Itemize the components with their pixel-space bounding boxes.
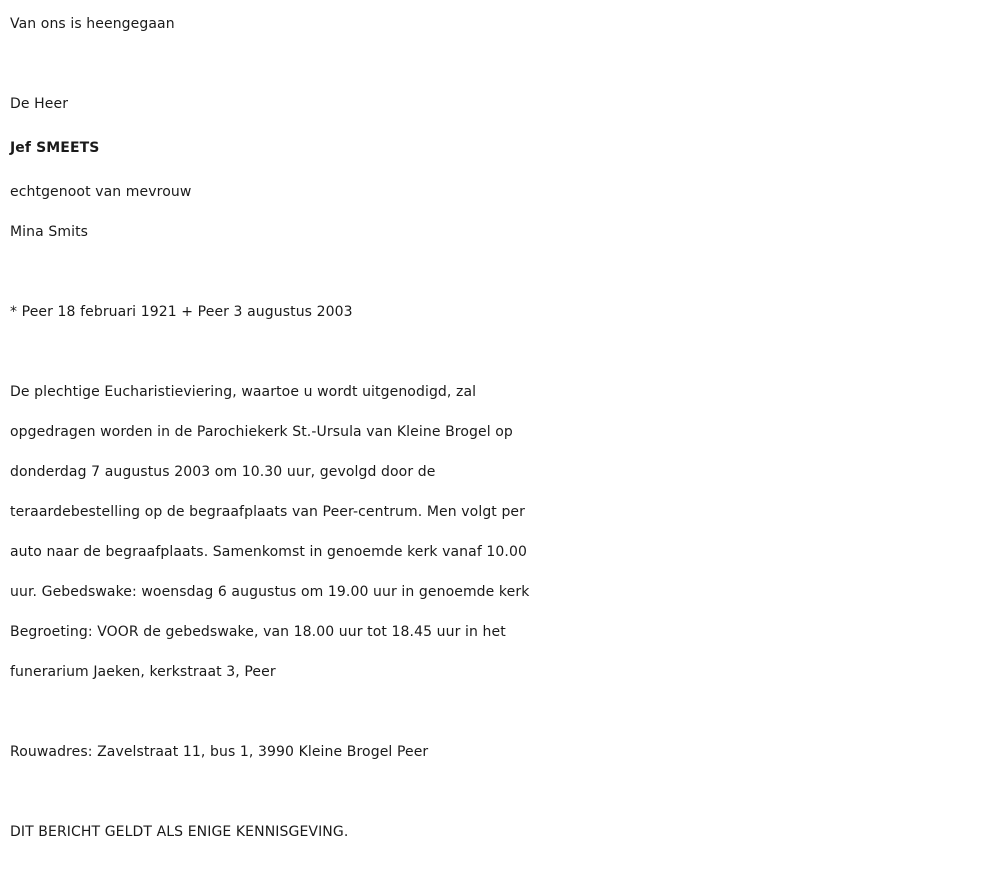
spacer [10, 332, 1000, 372]
ceremony-line: donderdag 7 augustus 2003 om 10.30 uur, gevolgd door de [10, 464, 436, 480]
ceremony-line: teraardebestelling op de begraafplaats van Peer-centrum. Men volgt per [10, 504, 525, 520]
mourning-address: Rouwadres: Zavelstraat 11, bus 1, 3990 Kleine Brogel Peer [10, 744, 429, 760]
honorific: De Heer [10, 96, 69, 112]
spacer [10, 252, 1000, 292]
ceremony-paragraph [10, 372, 1000, 692]
birth-death-dates: * Peer 18 februari 1921 + Peer 3 augustus 2003 [10, 304, 353, 320]
ceremony-line: funerarium Jaeken, kerkstraat 3, Peer [10, 664, 276, 680]
ceremony-line: auto naar de begraafplaats. Samenkomst in genoemde kerk vanaf 10.00 [10, 544, 527, 560]
ceremony-line: uur. Gebedswake: woensdag 6 augustus om 19.00 uur in genoemde kerk [10, 584, 530, 600]
deceased-name: Jef SMEETS [10, 140, 100, 156]
spouse-relation: echtgenoot van mevrouw [10, 184, 192, 200]
spacer [10, 772, 1000, 812]
intro-text: Van ons is heengegaan [10, 16, 175, 32]
spacer [10, 44, 1000, 84]
closing-statement: DIT BERICHT GELDT ALS ENIGE KENNISGEVING. [10, 824, 349, 840]
spacer [10, 692, 1000, 732]
spouse-name: Mina Smits [10, 224, 89, 240]
ceremony-line: De plechtige Eucharistieviering, waartoe u wordt uitgenodigd, zal [10, 384, 477, 400]
ceremony-line: opgedragen worden in de Parochiekerk St.-Ursula van Kleine Brogel op [10, 424, 513, 440]
ceremony-line: Begroeting: VOOR de gebedswake, van 18.00 uur tot 18.45 uur in het [10, 624, 506, 640]
